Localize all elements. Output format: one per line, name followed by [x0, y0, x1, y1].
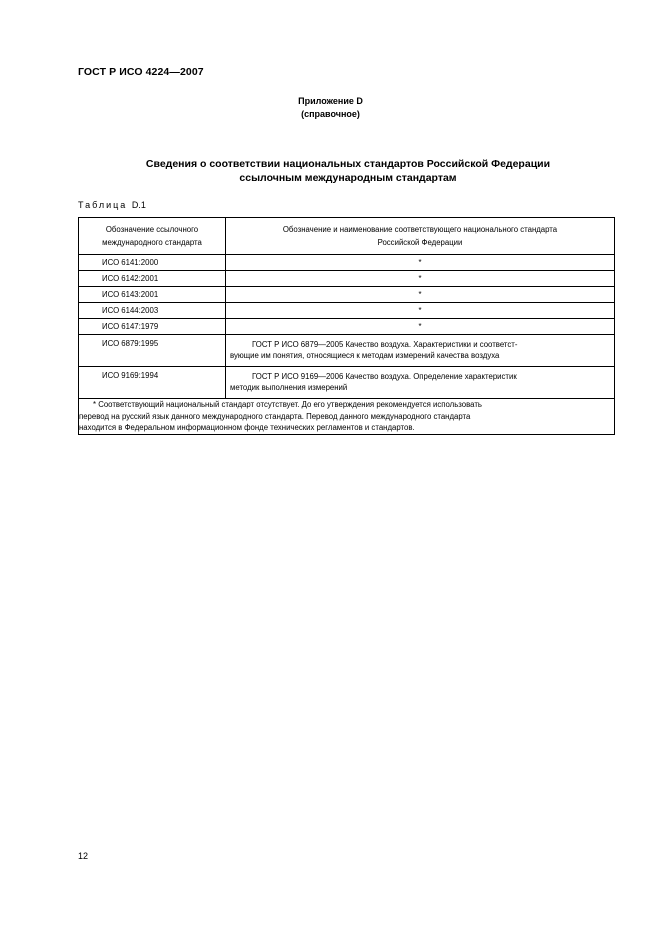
national-standard-cell: * — [226, 319, 615, 335]
national-standard-cell — [226, 335, 615, 367]
table-row — [79, 287, 615, 303]
header-national-line-1: Обозначение и наименование соответствующего национального стандарта — [282, 225, 558, 234]
table-row — [79, 335, 615, 367]
national-standard-line-2: методик выполнения измерений — [230, 383, 348, 392]
reference-standard-cell: ИСО 6879:1995 — [79, 335, 226, 367]
table-row — [79, 367, 615, 399]
reference-standard-cell: ИСО 6142:2001 — [79, 271, 226, 287]
national-standard-cell: * — [226, 303, 615, 319]
national-standard-line-1: ГОСТ Р ИСО 9169—2006 Качество воздуха. Определение характеристик — [252, 372, 517, 381]
national-standard-line-2: вующие им понятия, относящиеся к методам измерений качества воздуха — [230, 351, 500, 360]
national-standard-line-1: ГОСТ Р ИСО 6879—2005 Качество воздуха. Характеристики и соответст- — [252, 340, 518, 349]
table-caption-word: Таблица — [78, 200, 128, 210]
reference-standard-cell: ИСО 6144:2003 — [79, 303, 226, 319]
reference-standard-cell: ИСО 6141:2000 — [79, 255, 226, 271]
table-row — [79, 271, 615, 287]
table-row — [79, 319, 615, 335]
annex-subtitle: (справочное) — [301, 109, 360, 119]
table-footnote — [79, 399, 615, 435]
table-header-row — [79, 218, 615, 255]
national-standard-cell: * — [226, 255, 615, 271]
footnote-line-3: находится в Федеральном информационном фонде технических регламентов и стандартов. — [79, 423, 415, 432]
table-footnote-row — [79, 399, 615, 435]
footnote-line-2: перевод на русский язык данного международного стандарта. Перевод данного международного стандарта — [79, 411, 471, 421]
reference-standard-cell: ИСО 6143:2001 — [79, 287, 226, 303]
header-reference-standard — [79, 218, 226, 255]
table-row — [79, 255, 615, 271]
document-code: ГОСТ Р ИСО 4224—2007 — [78, 66, 204, 78]
reference-standard-cell: ИСО 6147:1979 — [79, 319, 226, 335]
table-caption — [78, 200, 146, 210]
header-reference-line-2: международного стандарта — [102, 238, 202, 247]
national-standard-cell: * — [226, 287, 615, 303]
header-reference-line-1: Обозначение ссылочного — [105, 225, 199, 234]
header-national-standard — [226, 218, 615, 255]
header-national-line-2: Российской Федерации — [377, 238, 463, 247]
annex-title: Приложение D — [298, 96, 363, 106]
section-heading-line-1: Сведения о соответствии национальных стандартов Российской Федерации — [145, 158, 551, 170]
table-caption-number: D.1 — [131, 200, 146, 210]
national-standard-cell: * — [226, 271, 615, 287]
page-number: 12 — [78, 851, 89, 861]
footnote-line-1: * Соответствующий национальный стандарт отсутствует. До его утверждения рекомендуется использовать — [93, 400, 482, 409]
reference-standard-cell: ИСО 9169:1994 — [79, 367, 226, 399]
correspondence-table — [78, 217, 615, 435]
table-row — [79, 303, 615, 319]
section-heading-line-2: ссылочным международным стандартам — [239, 172, 457, 184]
national-standard-cell — [226, 367, 615, 399]
